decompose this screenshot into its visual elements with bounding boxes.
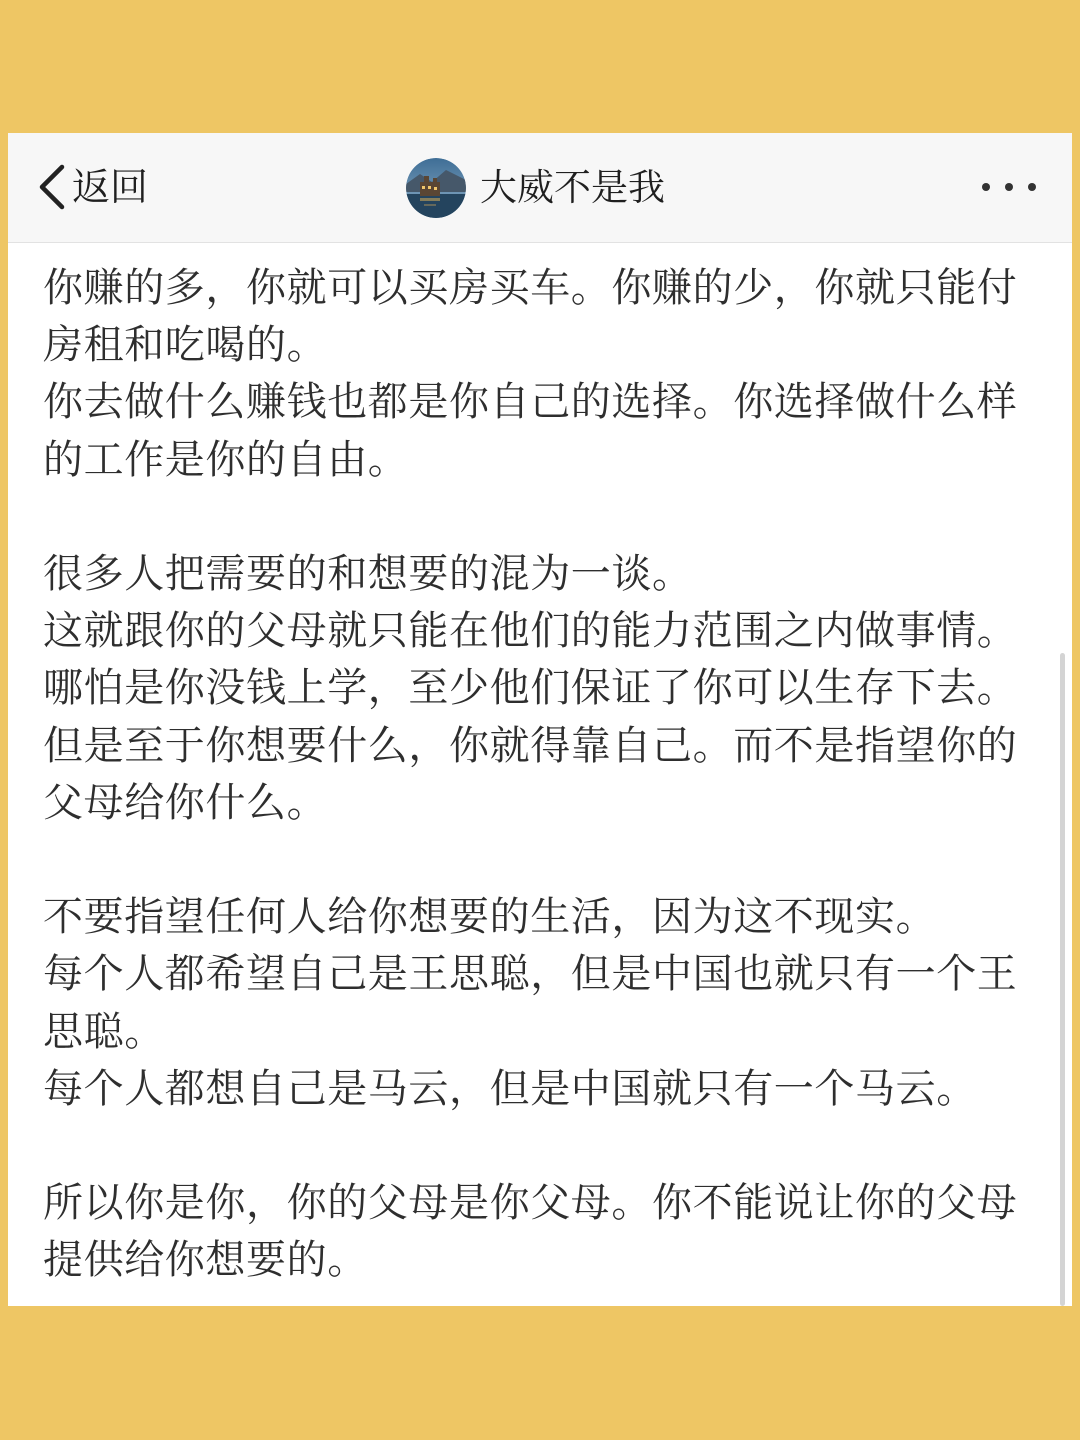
text-line: 很多人把需要的和想要的混为一谈。: [43, 551, 693, 597]
paragraph: [43, 1175, 1043, 1289]
text-line: 哪怕是你没钱上学，至少他们保证了你可以生存下去。: [43, 665, 1018, 712]
text-line: 思聪。: [43, 1008, 165, 1055]
text-line: 不要指望任何人给你想要的生活，因为这不现实。: [43, 894, 937, 941]
back-button[interactable]: [34, 159, 148, 215]
text-line: 但是至于你想要什么，你就得靠自己。而不是指望你的: [43, 722, 1018, 769]
text-line: 的工作是你的自由。: [43, 436, 409, 483]
text-line: 这就跟你的父母就只能在他们的能力范围之内做事情。: [43, 608, 1018, 655]
text-line: 所以你是你，你的父母是你父母。你不能说让你的父母: [43, 1180, 1018, 1227]
back-label: 返回: [72, 165, 149, 209]
text-line: 房租和吃喝的。: [43, 322, 328, 369]
navigation-bar: [8, 133, 1072, 243]
text-line: 父母给你什么。: [43, 779, 328, 826]
post-card: [8, 133, 1072, 1306]
text-line: 每个人都希望自己是王思聪，但是中国也就只有一个王: [43, 951, 1018, 998]
author-profile[interactable]: [406, 157, 665, 219]
more-button[interactable]: [972, 167, 1042, 207]
scrollbar[interactable]: [1060, 653, 1065, 1306]
paragraph: [43, 546, 1043, 832]
paragraph: [43, 260, 1043, 489]
text-line: 提供给你想要的。: [43, 1237, 368, 1284]
more-dots-icon: [972, 167, 1042, 207]
paragraph: [43, 889, 1043, 1118]
text-line: 每个人都想自己是马云，但是中国就只有一个马云。: [43, 1065, 977, 1112]
chevron-left-icon: [34, 161, 70, 213]
text-line: 你去做什么赚钱也都是你自己的选择。你选择做什么样: [43, 379, 1018, 426]
post-content: [43, 260, 1043, 1300]
username[interactable]: 大威不是我: [480, 166, 665, 209]
text-line: 你赚的多，你就可以买房买车。你赚的少，你就只能付: [43, 265, 1018, 311]
avatar[interactable]: [406, 158, 466, 218]
